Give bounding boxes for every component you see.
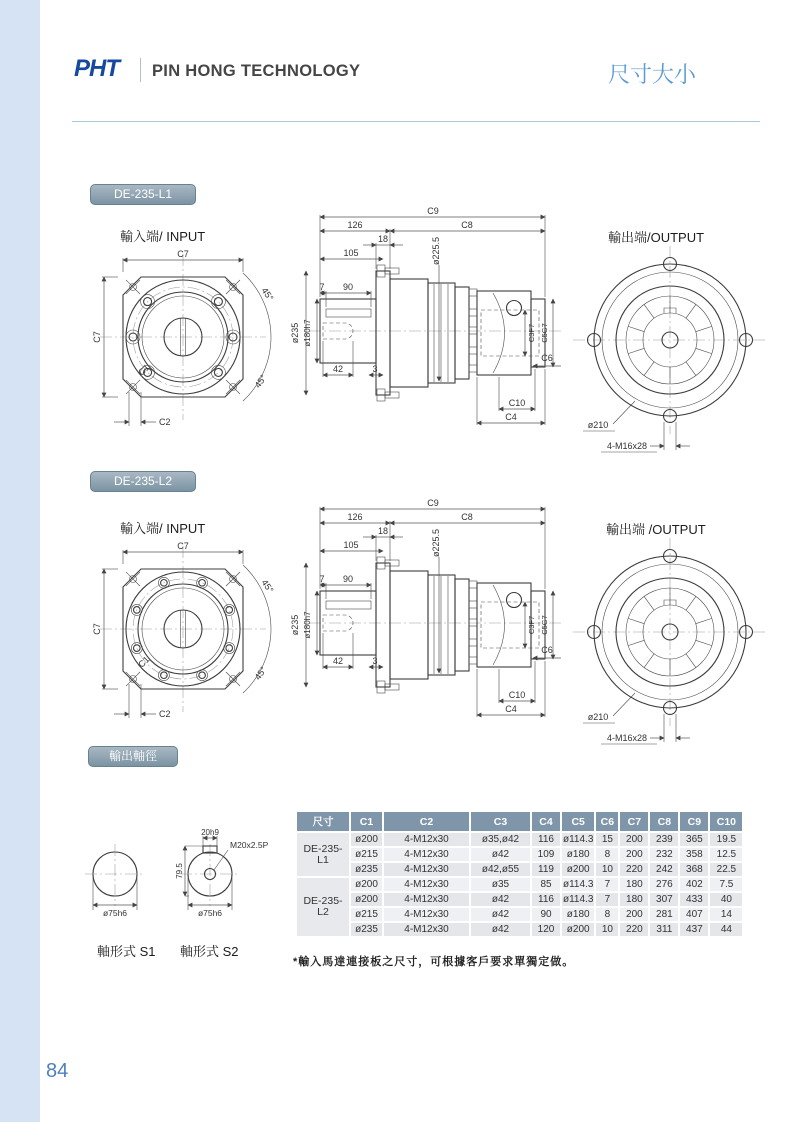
dim-90: 90 <box>342 574 354 584</box>
dim-42: 42 <box>332 364 344 374</box>
dim-dia225: ø225.5 <box>431 236 441 266</box>
cap-screws <box>377 265 399 401</box>
screw-column <box>469 289 477 372</box>
dim-c7-left: C7 <box>92 331 102 343</box>
shaft-drawings <box>85 822 290 927</box>
s2-dia-label: ø75h6 <box>197 908 223 918</box>
company-logo: PHT <box>74 55 119 82</box>
s2-tap-label: M20x2.5P <box>230 840 269 850</box>
dim-3: 3 <box>372 364 378 374</box>
table-row: ø215 4-M12x30 ø42 90 ø180 8 200 281 407 14 <box>297 908 742 921</box>
dim-c7-left: C7 <box>92 623 102 635</box>
s2-height-label: 79.5 <box>175 863 184 879</box>
dim-c6: C6 <box>541 645 553 655</box>
dim-c2: C2 <box>159 417 171 427</box>
table-row: ø235 4-M12x30 ø42,ø55 119 ø200 10 220 242 368 22.5 <box>297 863 742 876</box>
dim-dia235: ø235 <box>290 322 300 344</box>
dim-c9: C9 <box>427 498 439 508</box>
dim-dia210: ø210 <box>587 420 609 430</box>
table-row: ø200 4-M12x30 ø42 116 ø114.3 7 180 307 433 40 <box>297 893 742 906</box>
dim-c4: C4 <box>505 704 517 714</box>
l1-output-drawing <box>565 238 775 453</box>
dim-7: 7 <box>319 282 325 292</box>
l2-input-label: 輸入端/ INPUT <box>120 521 206 536</box>
dim-c8: C8 <box>461 220 473 230</box>
screw-column <box>469 581 477 664</box>
dim-45-bottom: 45° <box>252 664 269 682</box>
model-badge-l2: DE-235-L2 <box>90 471 196 492</box>
table-footnote: *輸入馬達連接板之尺寸，可根據客戶要求單獨定做。 <box>293 956 575 968</box>
dim-c5: C5G7 <box>540 323 549 343</box>
model-cell-l1: DE-235-L1 <box>297 833 349 876</box>
table-header-row: 尺寸 C1 C2 C3 C4 C5 C6 C7 C8 C9 C10 <box>297 812 742 831</box>
dim-42: 42 <box>332 656 344 666</box>
dim-126: 126 <box>347 220 363 230</box>
table-row: ø235 4-M12x30 ø42 120 ø200 10 220 311 437 44 <box>297 923 742 936</box>
col-header: 尺寸 <box>297 812 349 831</box>
model-cell-l2: DE-235-L2 <box>297 878 349 936</box>
l2-output-label: 輸出端 /OUTPUT <box>606 522 706 537</box>
dim-45-bottom: 45° <box>252 372 269 390</box>
header-divider <box>140 58 141 82</box>
page-title: 尺寸大小 <box>608 62 697 87</box>
l1-output-label: 輸出端/OUTPUT <box>608 230 705 245</box>
dim-dia210: ø210 <box>587 712 609 722</box>
dim-dia235: ø235 <box>290 614 300 636</box>
dim-c9: C9 <box>427 206 439 216</box>
dim-c1: C1 <box>136 362 152 378</box>
dim-c1: C1 <box>136 654 152 670</box>
dim-c5: C5G7 <box>540 615 549 635</box>
dim-c6: C6 <box>541 353 553 363</box>
dim-bolt: 4-M16x28 <box>606 441 648 451</box>
company-name: PIN HONG TECHNOLOGY <box>152 62 361 80</box>
shaft-type-s2-label: 軸形式 S2 <box>180 944 239 959</box>
dim-c10: C10 <box>508 398 526 408</box>
left-margin-strip <box>0 0 40 1122</box>
dim-45-top: 45° <box>259 577 276 595</box>
dim-bolt: 4-M16x28 <box>606 733 648 743</box>
model-badge-l1: DE-235-L1 <box>90 184 196 205</box>
dim-c7-top: C7 <box>177 249 189 259</box>
table-row: DE-235-L2 ø200 4-M12x30 ø35 85 ø114.3 7 180 276 402 7.5 <box>297 878 742 891</box>
l1-input-drawing <box>88 242 288 447</box>
s1-dia-label: ø75h6 <box>102 908 128 918</box>
dim-18: 18 <box>377 234 389 244</box>
dim-105: 105 <box>343 248 359 258</box>
table-row: DE-235-L1 ø200 4-M12x30 ø35,ø42 116 ø114.3 15 200 239 365 19.5 <box>297 833 742 846</box>
dim-c8: C8 <box>461 512 473 522</box>
dim-dia180: ø180h7 <box>303 611 312 639</box>
dim-c10: C10 <box>508 690 526 700</box>
l2-side-drawing <box>290 495 573 735</box>
dim-90: 90 <box>342 282 354 292</box>
l2-input-drawing <box>88 534 288 739</box>
header-rule <box>72 121 760 122</box>
cap-screws <box>377 557 399 693</box>
dim-c2: C2 <box>159 709 171 719</box>
dimension-table <box>295 810 744 938</box>
dim-105: 105 <box>343 540 359 550</box>
dim-c4: C4 <box>505 412 517 422</box>
dim-c7-top: C7 <box>177 541 189 551</box>
s2-key-label: 20h9 <box>201 828 219 837</box>
dim-dia180: ø180h7 <box>303 319 312 347</box>
dim-126: 126 <box>347 512 363 522</box>
dim-45-top: 45° <box>259 285 276 303</box>
dim-c3: C3F7 <box>527 615 536 635</box>
dim-3: 3 <box>372 656 378 666</box>
table-row: ø215 4-M12x30 ø42 109 ø180 8 200 232 358 12.5 <box>297 848 742 861</box>
l1-input-label: 輸入端/ INPUT <box>120 229 206 244</box>
shaft-section-badge: 輸出軸徑 <box>88 746 178 767</box>
l2-output-drawing <box>565 530 775 745</box>
dim-7: 7 <box>319 574 325 584</box>
dim-18: 18 <box>377 526 389 536</box>
dim-dia225: ø225.5 <box>431 528 441 558</box>
l1-side-drawing <box>290 203 573 443</box>
shaft-type-s1-label: 軸形式 S1 <box>97 944 156 959</box>
dim-c3: C3F7 <box>527 323 536 343</box>
page-number: 84 <box>46 1060 69 1082</box>
